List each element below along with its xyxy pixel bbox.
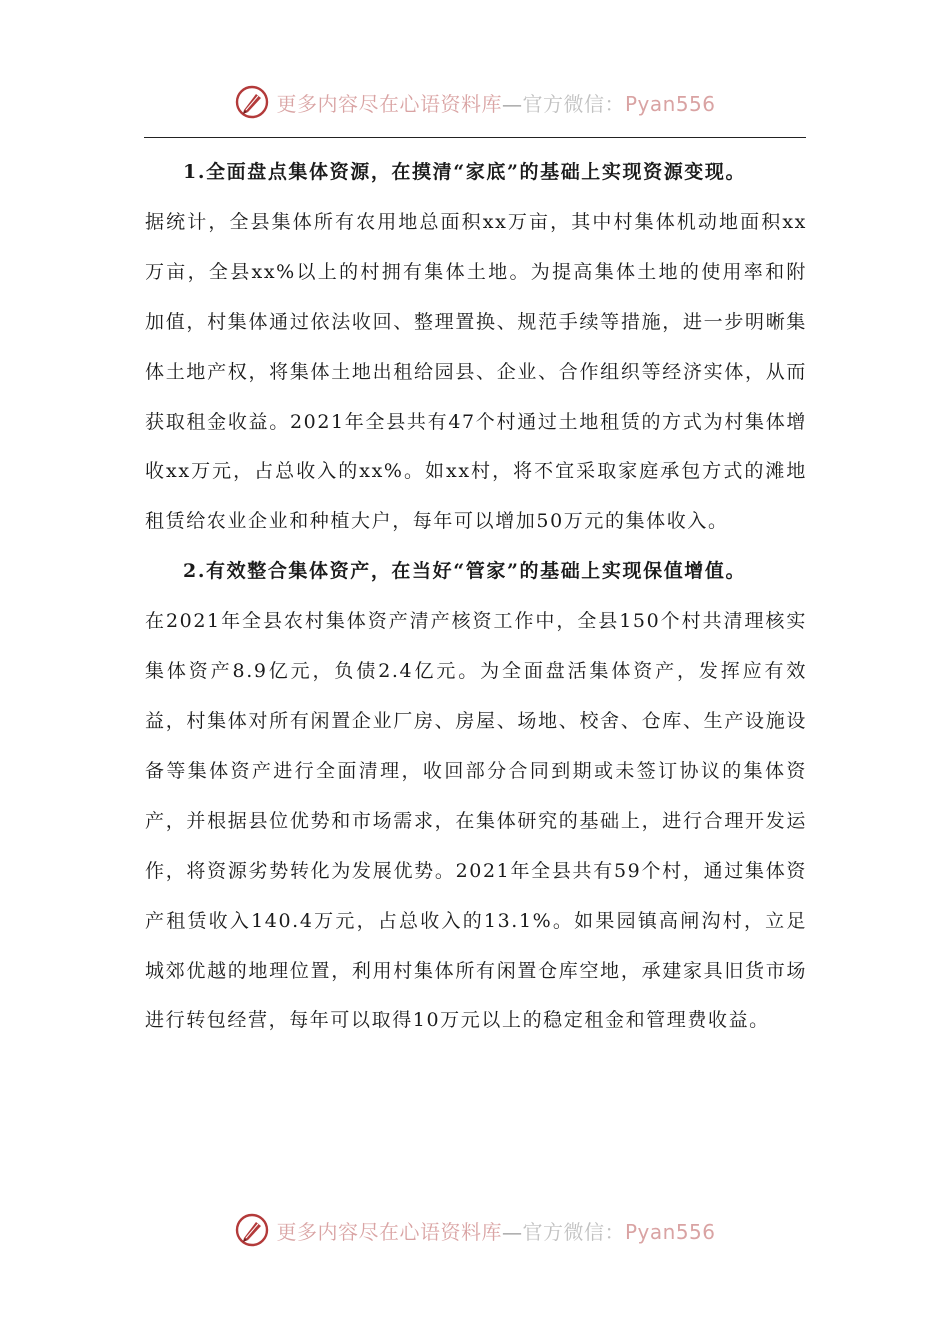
banner-wechat-label: 官方微信： <box>522 91 625 116</box>
banner-wechat-id: Pyan556 <box>624 91 716 116</box>
section1-body: 据统计，全县集体所有农用地总面积xx万亩，其中村集体机动地面积xx万亩，全县xx%以上的村拥有集体土地。为提高集体土地的使用率和附加值，村集体通过依法收回、整理置换、规范手续等措施，进一步明晰集体土地产权，将集体土地出租给园县、企业、合作组织等经济实体，从而获取租金收益。2021年全县共有47个村通过土地租赁的方式为村集体增收xx万元，占总收入的xx%。如xx村，将不宜采取家庭承包方式的滩地租赁给农业企业和种植大户，每年可以增加50万元的集体收入。 <box>145 210 807 533</box>
footer-dash: — <box>501 1219 523 1244</box>
banner-text <box>276 88 715 117</box>
header-rule <box>144 137 806 138</box>
section2-body: 在2021年全县农村集体资产清产核资工作中，全县150个村共清理核实集体资产8.9亿元，负债2.4亿元。为全面盘活集体资产，发挥应有效益，村集体对所有闲置企业厂房、房屋、场地、校舍、仓库、生产设施设备等集体资产进行全面清理，收回部分合同到期或未签订协议的集体资产，并根据县位优势和市场需求，在集体研究的基础上，进行合理开发运作，将资源劣势转化为发展优势。2021年全县共有59个村，通过集体资产租赁收入140.4万元，占总收入的13.1%。如果园镇高闸沟村，立足城郊优越的地理位置，利用村集体所有闲置仓库空地，承建家具旧货市场进行转包经营，每年可以取得10万元以上的稳定租金和管理费收益。 <box>145 610 807 1032</box>
footer-main-text: 更多内容尽在心语资料库 <box>276 1219 502 1244</box>
section2-heading: 2.有效整合集体资产，在当好“管家”的基础上实现保值增值。 <box>183 560 747 583</box>
banner-dash: — <box>501 91 523 116</box>
section1-heading: 1.全面盘点集体资源，在摸清“家底”的基础上实现资源变现。 <box>183 161 747 183</box>
footer-banner-text <box>276 1216 715 1245</box>
pen-nib-logo-icon <box>234 84 270 120</box>
document-body <box>145 148 807 1046</box>
header-banner <box>0 80 950 124</box>
footer-wechat-label: 官方微信： <box>522 1219 625 1244</box>
footer-banner <box>0 1208 950 1252</box>
footer-wechat-id: Pyan556 <box>624 1219 716 1244</box>
banner-main-text: 更多内容尽在心语资料库 <box>276 91 502 116</box>
pen-nib-logo-icon <box>234 1212 270 1248</box>
